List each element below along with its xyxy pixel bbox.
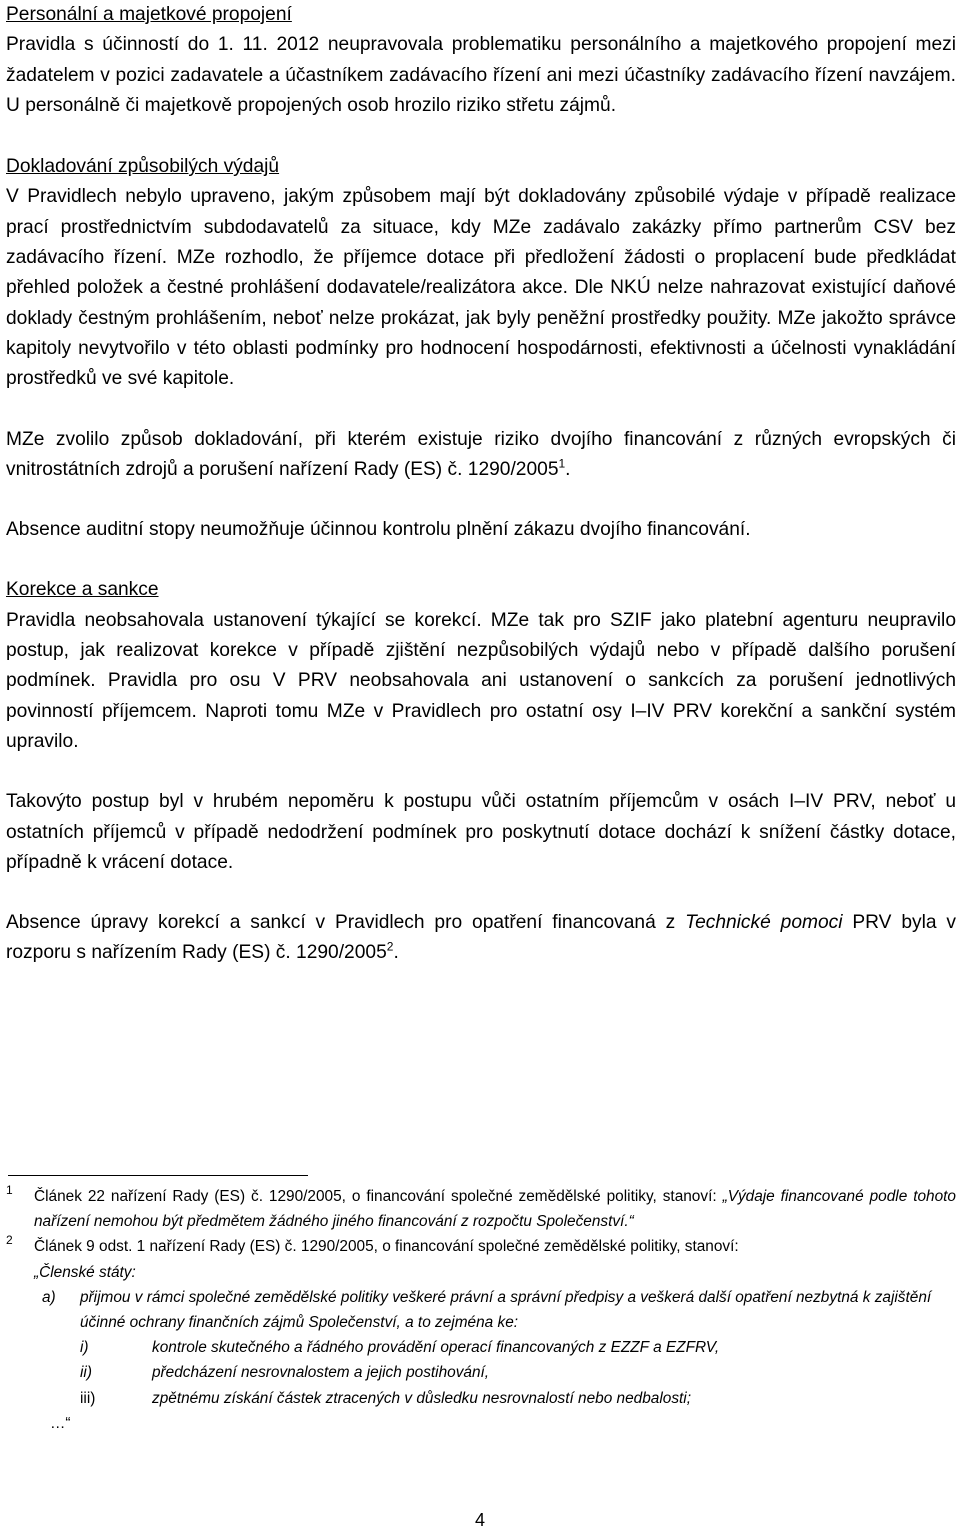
footnote-text: Článek 9 odst. 1 nařízení Rady (ES) č. 1290/2005, o financování společné zemědělské politiky, stanoví: xyxy=(34,1238,739,1256)
paragraph-technical-assistance xyxy=(6,908,956,969)
paragraph-text: Absence úpravy korekcí a sankcí v Pravidlech pro opatření financovaná z xyxy=(6,912,686,934)
quote-intro: „Členské státy: xyxy=(34,1263,136,1281)
spacer xyxy=(6,757,956,787)
spacer xyxy=(6,878,956,908)
footnotes xyxy=(6,1184,956,1436)
list-marker: i) xyxy=(80,1339,89,1357)
section-eligible-expenses xyxy=(6,152,956,394)
spacer xyxy=(6,395,956,425)
footnote-2-item-a xyxy=(6,1285,956,1335)
footnote-1 xyxy=(6,1184,956,1234)
footnote-separator xyxy=(8,1175,308,1176)
list-text: přijmou v rámci společné zemědělské politiky veškeré právní a správní předpisy a veškerá další opatření nezbytná k zajištění účinné ochrany finančních zájmů Společenství, a to zejména ke: xyxy=(80,1288,932,1332)
page-number: 4 xyxy=(474,1510,485,1530)
paragraph-end: . xyxy=(565,458,571,480)
list-text: zpětnému získání částek ztracených v důsledku nesrovnalostí nebo nedbalosti; xyxy=(152,1389,691,1407)
list-marker: a) xyxy=(42,1288,56,1306)
footnote-number: 1 xyxy=(6,1183,13,1197)
footnote-ref-2[interactable]: 2 xyxy=(386,940,394,955)
footnote-text: Článek 22 nařízení Rady (ES) č. 1290/2005, o financování společné zemědělské politiky, stanoví: xyxy=(34,1188,723,1205)
spacer xyxy=(6,121,956,152)
list-marker: ii) xyxy=(80,1364,92,1382)
paragraph-text: MZe zvolilo způsob dokladování, při kterém existuje riziko dvojího financování z různých evropských či vnitrostátních zdrojů a porušení nařízení Rady (ES) č. 1290/2005 xyxy=(6,428,956,480)
footnote-2-subitem xyxy=(6,1360,956,1385)
paragraph-text: PRV byla v rozporu s nařízením Rady (ES) č. 1290/2005 xyxy=(6,912,956,964)
spacer xyxy=(6,545,956,575)
list-marker: iii) xyxy=(80,1389,96,1407)
paragraph-text: Absence auditní stopy neumožňuje účinnou kontrolu plnění zákazu dvojího financování. xyxy=(6,519,751,541)
italic-term: Technické pomoci xyxy=(685,912,843,934)
list-text: předcházení nesrovnalostem a jejich postihování, xyxy=(152,1364,490,1382)
section-heading: Korekce a sankce xyxy=(6,579,159,601)
footnote-2-subitem xyxy=(6,1335,956,1360)
section-heading: Dokladování způsobilých výdajů xyxy=(6,156,280,178)
quote-end: …“ xyxy=(50,1414,71,1432)
footnote-ref-1[interactable]: 1 xyxy=(558,456,566,471)
footnote-2-subitem xyxy=(6,1386,956,1411)
paragraph-text: Takovýto postup byl v hrubém nepoměru k postupu vůči ostatním příjemcům v osách I–IV PRV, neboť u ostatních příjemců v případě nedodržení podmínek pro poskytnutí dotace dochází k snížení částky dotace, případně k vrácení dotace. xyxy=(6,791,956,873)
footnote-2-ellipsis xyxy=(6,1411,956,1436)
footnote-number: 2 xyxy=(6,1233,13,1248)
paragraph-double-financing xyxy=(6,425,956,486)
spacer xyxy=(6,485,956,515)
section-heading: Personální a majetkové propojení xyxy=(6,4,292,25)
footnote-2-intro xyxy=(6,1260,956,1285)
section-corrections xyxy=(6,575,956,757)
footnote-2 xyxy=(6,1234,956,1259)
list-text: kontrole skutečného a řádného provádění operací financovaných z EZZF a EZFRV, xyxy=(152,1339,720,1357)
paragraph-end: . xyxy=(393,942,399,964)
paragraph: Pravidla s účinností do 1. 11. 2012 neupravovala problematiku personálního a majetkového propojení mezi žadatelem v pozici zadavatele a účastníkem zadávacího řízení ani mezi účastníky zadávacího řízení navzájem. U personálně či majetkově propojených osob hrozilo riziko střetu zájmů. xyxy=(6,34,956,116)
footnote-quote: „Výdaje financované podle tohoto nařízení nemohou být předmětem žádného jiného financování z rozpočtu Společenství.“ xyxy=(34,1188,956,1231)
paragraph-disproportion xyxy=(6,787,956,878)
paragraph: V Pravidlech nebylo upraveno, jakým způsobem mají být dokladovány způsobilé výdaje v případě realizace prací prostřednictvím subdodavatelů za situace, kdy MZe zadávalo zakázky přímo partnerům CSV bez zadávacího řízení. MZe rozhodlo, že příjemce dotace při předložení žádosti o proplacení bude předkládat přehled položek a čestné prohlášení dodavatele/realizátora akce. Dle NKÚ nelze nahrazovat existující daňové doklady čestným prohlášením, neboť nelze prokázat, jak byly peněžní prostředky použity. MZe jakožto správce kapitoly nevytvořilo v této oblasti podmínky pro hodnocení hospodárnosti, efektivnosti a účelnosti vynakládání prostředků ve své kapitole. xyxy=(6,186,956,390)
paragraph: Pravidla neobsahovala ustanovení týkající se korekcí. MZe tak pro SZIF jako platební agenturu neupravilo postup, jak realizovat korekce v případě zjištění nezpůsobilých výdajů nebo v případě dalšího porušení podmínek. Pravidla pro osu V PRV neobsahovala ani ustanovení o sankcích za porušení jednotlivých povinností příjemcem. Naproti tomu MZe v Pravidlech pro ostatní osy I–IV PRV korekční a sankční systém upravilo. xyxy=(6,609,956,752)
section-personal-property xyxy=(6,0,956,121)
document-page xyxy=(6,0,956,969)
paragraph-audit-trail xyxy=(6,515,956,545)
